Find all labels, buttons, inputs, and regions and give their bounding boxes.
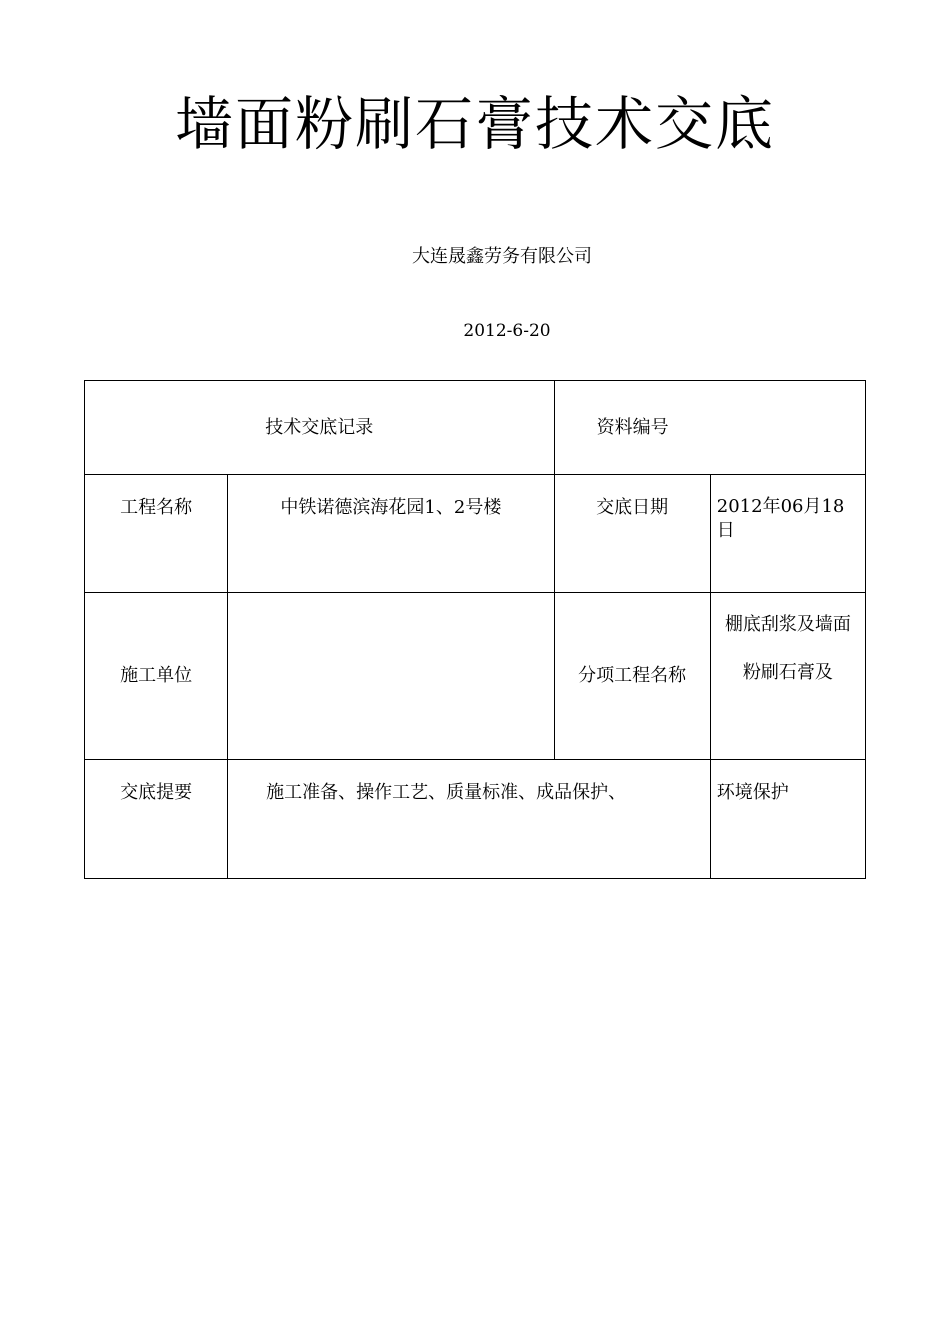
table-row-summary [85, 760, 866, 879]
disclosure-date-value: 2012年06月18日 [710, 475, 865, 593]
sub-project-label: 分项工程名称 [554, 593, 710, 760]
sub-project-value [710, 593, 865, 760]
construction-unit-value [228, 593, 554, 760]
summary-value [228, 760, 711, 879]
table-row-unit [85, 593, 866, 760]
disclosure-date-label: 交底日期 [554, 475, 710, 593]
sub-project-value-line2: 粉刷石膏及 [742, 662, 833, 683]
table-row-header [85, 381, 866, 475]
disclosure-record-table [84, 380, 866, 879]
construction-unit-label: 施工单位 [85, 593, 228, 760]
summary-value-tail: 环境保护 [710, 760, 865, 879]
document-date: 2012-6-20 [463, 321, 551, 341]
summary-label: 交底提要 [85, 760, 228, 879]
doc-number-label: 资料编号 [554, 381, 865, 475]
project-name-label: 工程名称 [85, 475, 228, 593]
company-name: 大连晟鑫劳务有限公司 [412, 246, 592, 267]
document-title: 墙面粉刷石膏技术交底 [174, 90, 775, 158]
record-title: 技术交底记录 [85, 381, 555, 475]
table-row-project [85, 475, 866, 593]
sub-project-value-line1: 棚底刮浆及墙面 [724, 614, 851, 635]
summary-text: 施工准备、操作工艺、质量标准、成品保护、 [266, 782, 627, 803]
project-name-value: 中铁诺德滨海花园1、2号楼 [228, 475, 554, 593]
